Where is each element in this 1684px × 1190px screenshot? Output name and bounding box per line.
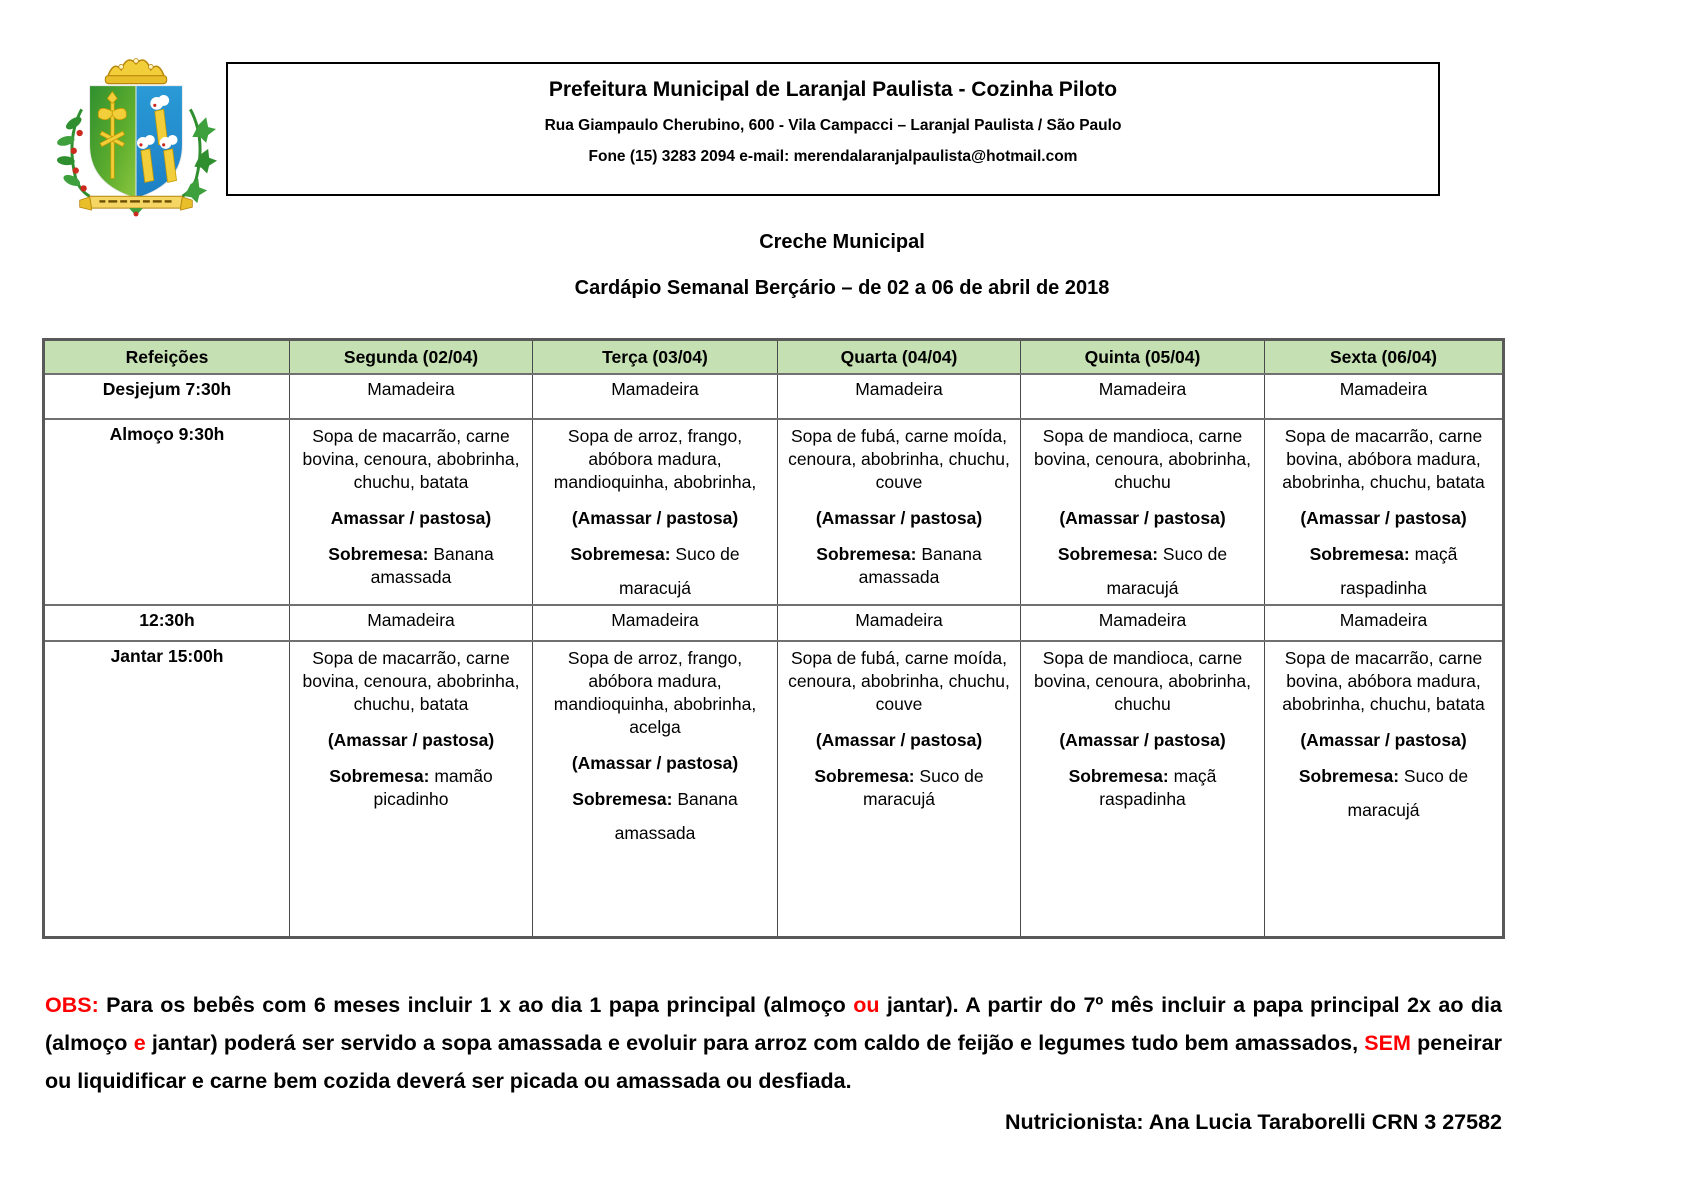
nutritionist-signature: Nutricionista: Ana Lucia Taraborelli CRN 3 27582 (1004, 1110, 1502, 1134)
dessert-text: Suco de (1162, 544, 1228, 564)
menu-cell (1265, 641, 1504, 937)
dessert-label: Sobremesa: (814, 766, 915, 786)
dessert-line (296, 543, 526, 589)
column-header-quarta: Quarta (04/04) (778, 340, 1021, 375)
row-label: Almoço 9:30h (44, 419, 290, 605)
dessert-cont: raspadinha (1340, 578, 1427, 598)
menu-cell: Mamadeira (1265, 605, 1504, 641)
soup-text: Sopa de fubá, carne moída, cenoura, abobrinha, chuchu, couve (788, 648, 1010, 714)
obs-note (45, 986, 1502, 1100)
texture-note: (Amassar / pastosa) (815, 730, 983, 750)
menu-cell (290, 419, 533, 605)
soup-text: Sopa de arroz, frango, abóbora madura, mandioquinha, abobrinha, acelga (553, 648, 757, 737)
texture-note: (Amassar / pastosa) (1300, 730, 1467, 750)
dessert-text: Suco de maracujá (863, 766, 984, 809)
texture-note: (Amassar / pastosa) (571, 753, 739, 773)
obs-text: jantar). A partir do 7º mês incluir a papa principal 2x ao dia (almoço (45, 993, 1502, 1055)
menu-cell (778, 419, 1021, 605)
table-row-1230 (44, 605, 1504, 641)
right-branch-icon (182, 109, 217, 203)
table-row-almoco (44, 419, 1504, 605)
texture-note: (Amassar / pastosa) (815, 508, 983, 528)
header-row (44, 340, 1504, 375)
dessert-label: Sobremesa: (328, 544, 429, 564)
dessert-text: Banana (677, 789, 738, 809)
obs-highlight: e (133, 1031, 146, 1055)
menu-cell: Mamadeira (533, 605, 778, 641)
dessert-line (1027, 543, 1258, 566)
dessert-line (784, 765, 1014, 811)
table-row-jantar (44, 641, 1504, 937)
org-address: Rua Giampaulo Cherubino, 600 - Vila Campacci – Laranjal Paulista / São Paulo (544, 117, 1122, 134)
obs-text: jantar) poderá ser servido a sopa amassada e evoluir para arroz com caldo de feijão e legumes tudo bem amassados, (145, 1031, 1365, 1055)
table-row-desjejum (44, 374, 1504, 419)
soup-text: Sopa de macarrão, carne bovina, cenoura, abobrinha, chuchu, batata (302, 426, 520, 492)
shield-icon (90, 86, 183, 199)
menu-cell: Mamadeira (533, 374, 778, 419)
soup-text: Sopa de macarrão, carne bovina, cenoura, abobrinha, chuchu, batata (302, 648, 520, 714)
obs-text: peneirar ou liquidificar e carne bem cozida deverá ser picada ou amassada ou desfiada. (45, 1031, 1502, 1093)
dessert-text: Banana amassada (858, 544, 982, 587)
soup-text: Sopa de macarrão, carne bovina, abóbora madura, abobrinha, chuchu, batata (1282, 426, 1485, 492)
left-branch-icon (56, 109, 89, 196)
dessert-text: maçã raspadinha (1099, 766, 1217, 809)
dessert-label: Sobremesa: (816, 544, 917, 564)
menu-cell (1021, 641, 1265, 937)
column-header-refeicoes: Refeições (44, 340, 290, 375)
dessert-text: Suco de (1403, 766, 1469, 786)
texture-note: (Amassar / pastosa) (571, 508, 739, 528)
crown-icon (105, 58, 166, 83)
obs-highlight: SEM (1364, 1031, 1411, 1055)
menu-cell: Mamadeira (1265, 374, 1504, 419)
texture-note: (Amassar / pastosa) (1059, 730, 1226, 750)
menu-cell (290, 641, 533, 937)
page-title: Creche Municipal (759, 231, 925, 253)
dessert-label: Sobremesa: (329, 766, 430, 786)
texture-note: (Amassar / pastosa) (1059, 508, 1226, 528)
menu-cell (1021, 419, 1265, 605)
soup-text: Sopa de macarrão, carne bovina, abóbora madura, abobrinha, chuchu, batata (1282, 648, 1485, 714)
menu-cell: Mamadeira (290, 605, 533, 641)
obs-text: Para os bebês com 6 meses incluir 1 x ao dia 1 papa principal (almoço (98, 993, 854, 1017)
dessert-cont: maracujá (1347, 800, 1420, 820)
soup-text: Sopa de arroz, frango, abóbora madura, mandioquinha, abobrinha, (553, 426, 757, 492)
dessert-line (296, 765, 526, 811)
menu-cell (1265, 419, 1504, 605)
column-header-segunda: Segunda (02/04) (290, 340, 533, 375)
dessert-label: Sobremesa: (1068, 766, 1169, 786)
dessert-label: Sobremesa: (1057, 544, 1159, 564)
column-header-quinta: Quinta (05/04) (1021, 340, 1265, 375)
menu-cell: Mamadeira (778, 374, 1021, 419)
dessert-line (539, 543, 771, 566)
menu-cell (533, 419, 778, 605)
dessert-text: mamão picadinho (373, 766, 493, 809)
org-title: Prefeitura Municipal de Laranjal Paulista - Cozinha Piloto (548, 78, 1118, 101)
dessert-cont: maracujá (619, 578, 691, 598)
texture-note: (Amassar / pastosa) (1300, 508, 1467, 528)
dessert-text: Banana amassada (370, 544, 494, 587)
dessert-line (539, 788, 771, 811)
row-label: Jantar 15:00h (44, 641, 290, 937)
dessert-text: Suco de (675, 544, 740, 564)
dessert-line (1271, 765, 1496, 788)
dessert-line (1027, 765, 1258, 811)
motto-ribbon-icon (80, 196, 193, 216)
menu-cell: Mamadeira (290, 374, 533, 419)
row-label: 12:30h (44, 605, 290, 641)
soup-text: Sopa de mandioca, carne bovina, cenoura, abobrinha, chuchu (1034, 426, 1251, 492)
letterhead-box (226, 62, 1440, 196)
dessert-cont: maracujá (1106, 578, 1179, 598)
org-contact: Fone (15) 3283 2094 e-mail: merendalaranjalpaulista@hotmail.com (588, 148, 1078, 165)
dessert-line (1271, 543, 1496, 566)
texture-note: Amassar / pastosa) (330, 508, 492, 528)
menu-table (42, 338, 1505, 939)
dessert-cont: amassada (614, 823, 696, 843)
obs-highlight: ou (853, 993, 880, 1017)
dessert-label: Sobremesa: (570, 544, 671, 564)
page-subtitle: Cardápio Semanal Berçário – de 02 a 06 de abril de 2018 (574, 277, 1110, 299)
menu-cell: Mamadeira (1021, 605, 1265, 641)
column-header-terca: Terça (03/04) (533, 340, 778, 375)
menu-cell (778, 641, 1021, 937)
city-crest-logo (52, 40, 220, 228)
obs-highlight: OBS: (45, 993, 99, 1017)
dessert-text: maçã (1414, 544, 1458, 564)
texture-note: (Amassar / pastosa) (327, 730, 495, 750)
row-label: Desjejum 7:30h (44, 374, 290, 419)
column-header-sexta: Sexta (06/04) (1265, 340, 1504, 375)
dessert-line (784, 543, 1014, 589)
dessert-label: Sobremesa: (1298, 766, 1400, 786)
dessert-label: Sobremesa: (1309, 544, 1410, 564)
menu-cell: Mamadeira (778, 605, 1021, 641)
menu-cell: Mamadeira (1021, 374, 1265, 419)
soup-text: Sopa de mandioca, carne bovina, cenoura, abobrinha, chuchu (1034, 648, 1251, 714)
soup-text: Sopa de fubá, carne moída, cenoura, abobrinha, chuchu, couve (788, 426, 1010, 492)
menu-cell (533, 641, 778, 937)
dessert-label: Sobremesa: (572, 789, 673, 809)
